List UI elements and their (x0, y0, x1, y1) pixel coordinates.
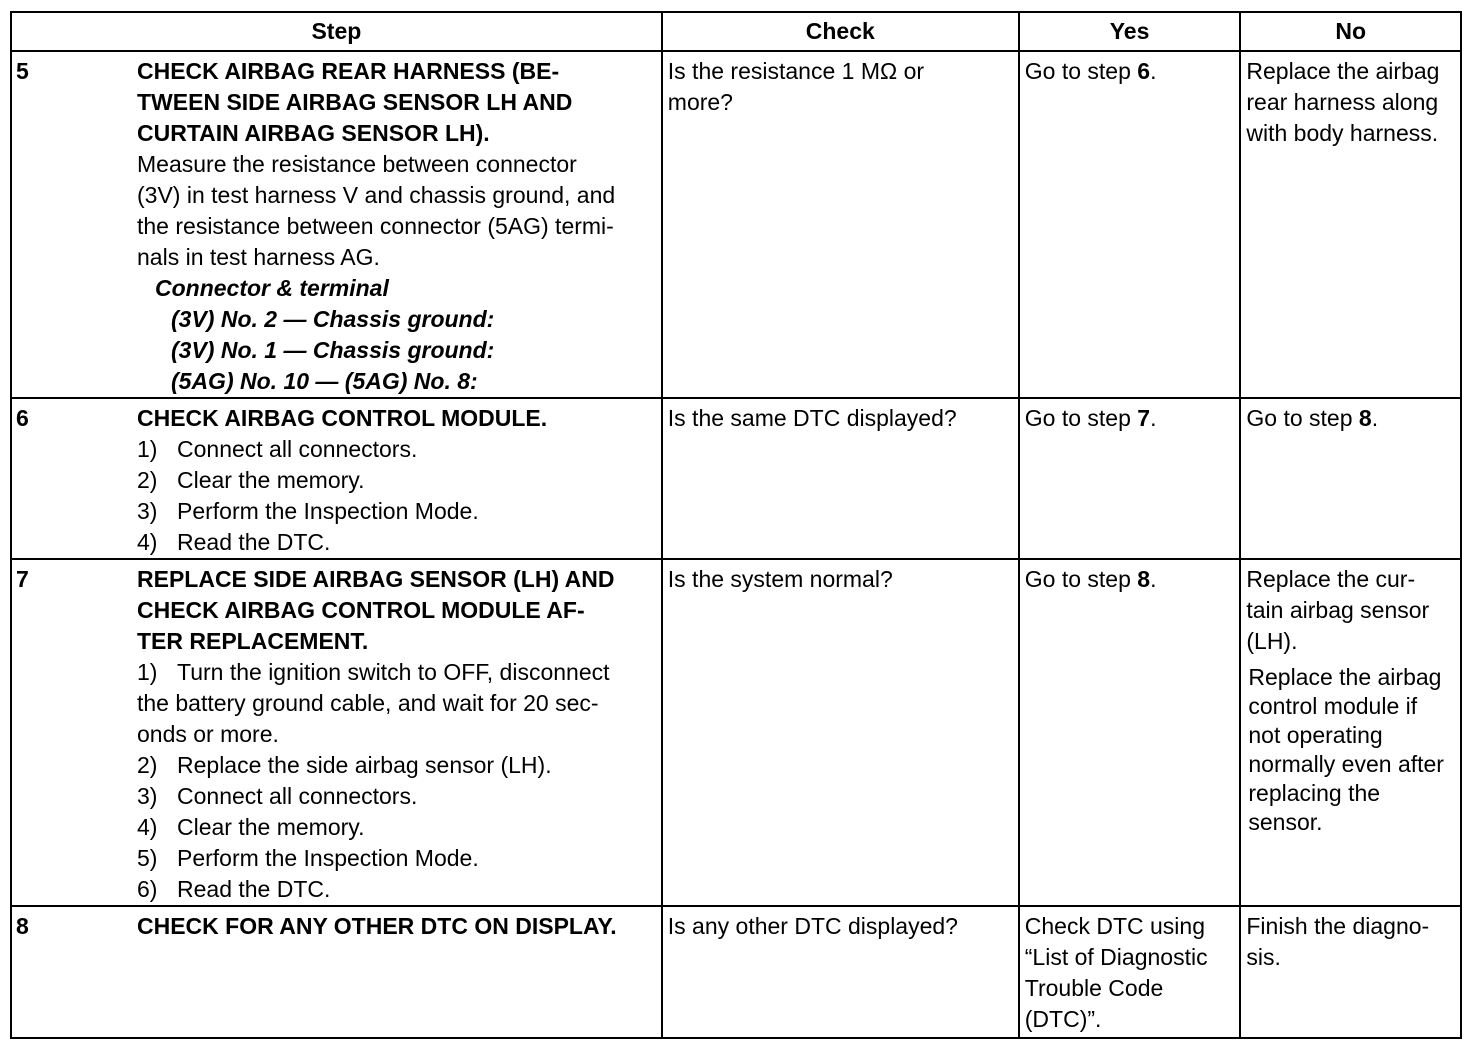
yes-cell (1019, 559, 1241, 906)
table-row (11, 398, 1461, 559)
yes-step-ref: 8 (1137, 566, 1151, 592)
item-number: 3) (137, 783, 158, 809)
step-cell (11, 51, 662, 398)
header-no: No (1240, 12, 1461, 51)
step-text: (3V) in test harness V and chassis ground, and (137, 182, 616, 208)
check-cell (662, 559, 1019, 906)
no-suffix: . (1371, 405, 1379, 431)
yes-step-ref: 7 (1137, 405, 1151, 431)
table-row (11, 906, 1461, 1038)
check-text: Is the same DTC displayed? (667, 405, 957, 431)
list-item (137, 496, 656, 527)
item-number: 2) (137, 752, 158, 778)
no-text: rear harness along (1246, 89, 1439, 115)
header-step: Step (11, 12, 662, 51)
list-item (137, 657, 656, 688)
yes-cell (1019, 906, 1241, 1038)
item-text: Perform the Inspection Mode. (177, 498, 479, 524)
item-text: Read the DTC. (177, 876, 331, 902)
terminal-spec: (5AG) No. 10 — (5AG) No. 8: (171, 368, 478, 394)
check-text: more? (667, 89, 733, 115)
no-prefix: Go to step (1246, 405, 1359, 431)
list-item (137, 465, 656, 496)
item-text: Clear the memory. (177, 467, 365, 493)
item-text: Clear the memory. (177, 814, 365, 840)
item-text: Turn the ignition switch to OFF, disconnect (177, 659, 610, 685)
note-text: replacing the (1248, 780, 1381, 806)
list-item (137, 843, 656, 874)
connector-label: Connector & terminal (155, 275, 389, 301)
step-number: 8 (16, 913, 29, 939)
check-cell (662, 51, 1019, 398)
no-text: Finish the diagno- (1246, 913, 1430, 939)
list-item (137, 527, 656, 558)
step-title: TER REPLACEMENT. (137, 628, 369, 654)
no-text: with body harness. (1246, 120, 1439, 146)
item-number: 6) (137, 876, 158, 902)
list-item (137, 434, 656, 465)
yes-text: “List of Diagnostic (1024, 944, 1208, 970)
step-title: CHECK FOR ANY OTHER DTC ON DISPLAY. (137, 913, 617, 939)
step-number: 7 (16, 566, 29, 592)
list-item (137, 874, 656, 905)
note-text: not operating (1248, 722, 1383, 748)
step-title: CHECK AIRBAG CONTROL MODULE AF- (137, 597, 585, 623)
item-number: 2) (137, 467, 158, 493)
item-text: Connect all connectors. (177, 436, 418, 462)
item-text: Read the DTC. (177, 529, 331, 555)
list-item (137, 750, 656, 781)
step-cell (11, 398, 662, 559)
terminal-spec: (3V) No. 2 — Chassis ground: (171, 306, 495, 332)
yes-text: Check DTC using (1024, 913, 1205, 939)
item-text: Replace the side airbag sensor (LH). (177, 752, 552, 778)
check-text: Is any other DTC displayed? (667, 913, 958, 939)
no-text: tain airbag sensor (1246, 597, 1430, 623)
yes-prefix: Go to step (1024, 405, 1138, 431)
yes-prefix: Go to step (1024, 58, 1138, 84)
yes-prefix: Go to step (1024, 566, 1138, 592)
item-number: 3) (137, 498, 158, 524)
step-title: CHECK AIRBAG REAR HARNESS (BE- (137, 58, 560, 84)
table-header-row (11, 12, 1461, 51)
step-text: nals in test harness AG. (137, 244, 380, 270)
no-text: sis. (1246, 944, 1281, 970)
terminal-spec: (3V) No. 1 — Chassis ground: (171, 337, 495, 363)
check-text: Is the system normal? (667, 566, 893, 592)
yes-suffix: . (1150, 405, 1157, 431)
yes-cell (1019, 398, 1241, 559)
step-number: 6 (16, 405, 29, 431)
check-cell (662, 906, 1019, 1038)
list-item (137, 812, 656, 843)
item-number: 4) (137, 814, 158, 840)
item-number: 1) (137, 659, 158, 685)
note-text: sensor. (1248, 809, 1323, 835)
step-cell (11, 906, 662, 1038)
check-cell (662, 398, 1019, 559)
header-check: Check (662, 12, 1019, 51)
no-text: Replace the cur- (1246, 566, 1416, 592)
no-text: Replace the airbag (1246, 58, 1440, 84)
step-title: CHECK AIRBAG CONTROL MODULE. (137, 405, 548, 431)
note-text: Replace the airbag (1248, 664, 1442, 690)
list-item (137, 781, 656, 812)
step-text: Measure the resistance between connector (137, 151, 577, 177)
note-text: control module if (1248, 693, 1418, 719)
diagnostic-table (10, 11, 1462, 1039)
yes-step-ref: 6 (1137, 58, 1151, 84)
item-text: onds or more. (137, 721, 279, 747)
step-number: 5 (16, 58, 29, 84)
item-text: the battery ground cable, and wait for 20 sec- (137, 690, 599, 716)
item-text: Connect all connectors. (177, 783, 418, 809)
yes-text: (DTC)”. (1024, 1006, 1102, 1032)
item-number: 1) (137, 436, 158, 462)
no-cell (1240, 398, 1461, 559)
check-text: Is the resistance 1 MΩ or (667, 58, 925, 84)
yes-suffix: . (1150, 58, 1157, 84)
yes-text: Trouble Code (1024, 975, 1164, 1001)
step-title: TWEEN SIDE AIRBAG SENSOR LH AND (137, 89, 573, 115)
no-cell (1240, 906, 1461, 1038)
no-text: (LH). (1246, 628, 1298, 654)
step-text: the resistance between connector (5AG) termi- (137, 213, 614, 239)
no-step-ref: 8 (1358, 405, 1372, 431)
no-cell (1240, 51, 1461, 398)
table-row (11, 51, 1461, 398)
step-title: REPLACE SIDE AIRBAG SENSOR (LH) AND (137, 566, 615, 592)
no-note (1248, 663, 1455, 837)
step-cell (11, 559, 662, 906)
header-yes: Yes (1019, 12, 1241, 51)
item-number: 5) (137, 845, 158, 871)
yes-suffix: . (1150, 566, 1157, 592)
no-cell (1240, 559, 1461, 906)
item-text: Perform the Inspection Mode. (177, 845, 479, 871)
table-row (11, 559, 1461, 906)
item-number: 4) (137, 529, 158, 555)
yes-cell (1019, 51, 1241, 398)
note-text: normally even after (1248, 751, 1444, 777)
step-title: CURTAIN AIRBAG SENSOR LH). (137, 120, 490, 146)
